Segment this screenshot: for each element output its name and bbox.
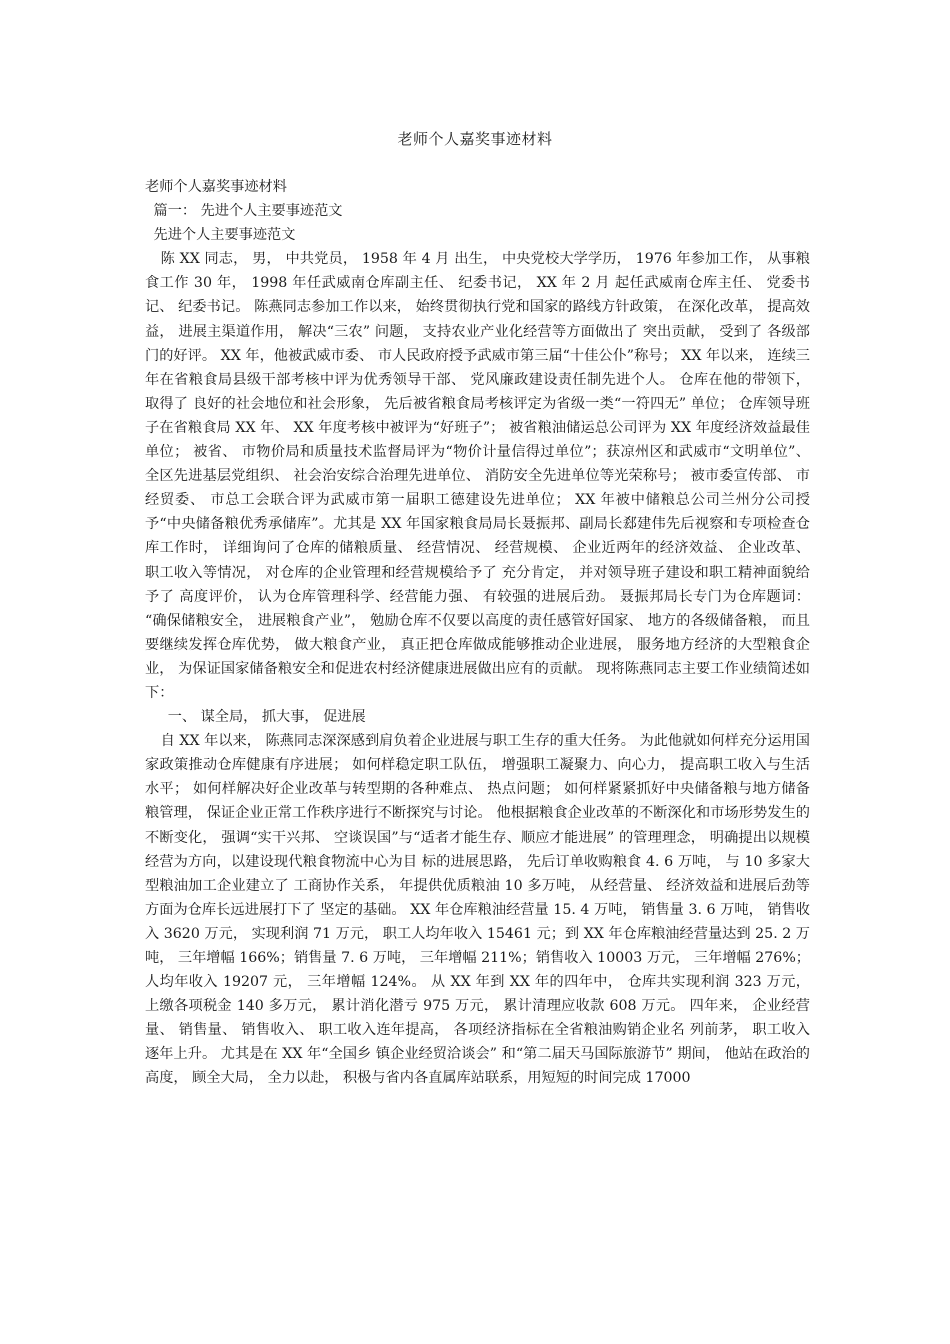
section-heading: 篇一： 先进个人主要事迹范文 — [153, 203, 343, 220]
paragraph-1: 陈 XX 同志， 男， 中共党员， 1958 年 4 月 出生， 中央党校大学学历， 1976 年参加工作， 从事粮食工作 30 年， 1998 年任武威南仓库副主任、 纪委书记， XX 年 2 月 起任武威南仓库主任、 党委书记、 纪委书记。 陈燕同志参加工作以来， 始终贯彻执行党和国家的路线方针政策， 在深化改革， 提高效益， 进展主渠道作用， 解决“三农” 问题， 支持农业产业化经营等方面做出了 突出贡献， 受到了 各级部门的好评。 XX 年，他被武威市委、 市人民政府授予武威市第三届“十佳公仆”称号； XX 年以来， 连续三年在省粮食局县级干部考核中评为优秀领导干部、 党风廉政建设责任制先进个人。 仓库在他的带领下， 取得了 良好的社会地位和社会形象， 先后被省粮食局考核评定为省级一类“一符四无” 单位； 仓库领导班子在省粮食局 XX 年、 XX 年度考核中被评为“好班子”； 被省粮油储运总公司评为 XX 年度经济效益最佳单位； 被省、 市物价局和质量技术监督局评为“物价计量信得过单位”；获凉州区和武威市“文明单位”、 全区先进基层党组织、 社会治安综合治理先进单位、 消防安全先进单位等光荣称号； 被市委宣传部、 市经贸委、 市总工会联合评为武威市第一届职工德建设先进单位； XX 年被中储粮总公司兰州分公司授予“中央储备粮优秀承储库”。尤其是 XX 年国家粮食局局长聂振邦、副局长郄建伟先后视察和专项检查仓库工作时， 详细询问了仓库的储粮质量、 经营情况、 经营规模、 企业近两年的经济效益、 企业改革、 职工收入等情况， 对仓库的企业管理和经营规模给予了 充分肯定， 并对领导班子建设和职工精神面貌给予了 高度评价， 认为仓库管理科学、经营能力强、 有较强的进展后劲。 聂振邦局长专门为仓库题词： “确保储粮安全， 进展粮食产业”， 勉励仓库不仅要以高度的责任感管好国家、 地方的各级储备粮， 而且要继续发挥仓库优势， 做大粮食产业， 真正把仓库做成能够推动企业进展， 服务地方经济的大型粮食企业， 为保证国家储备粮安全和促进农村经济健康进展做出应有的贡献。 现将陈燕同志主要工作业绩简述如下： — [145, 251, 810, 701]
point-heading: 一、 谋全局， 抓大事， 促进展 — [167, 709, 366, 726]
document-body — [145, 175, 810, 1091]
sub-heading: 先进个人主要事迹范文 — [153, 227, 296, 244]
subtitle: 老师个人嘉奖事迹材料 — [145, 179, 287, 195]
paragraph-2: 自 XX 年以来， 陈燕同志深深感到肩负着企业进展与职工生存的重大任务。 为此他就如何样充分运用国家政策推动仓库健康有序进展； 如何样稳定职工队伍， 增强职工凝聚力、向心力， 提高职工收入与生活水平； 如何样解决好企业改革与转型期的各种难点、 热点问题； 如何样紧紧抓好中央储备粮与地方储备粮管理， 保证企业正常工作秩序进行不断探究与讨论。 他根据粮食企业改革的不断深化和市场形势发生的不断变化， 强调“实干兴邦、 空谈误国”与“适者才能生存、顺应才能进展” 的管理理念， 明确提出以规模经营为方向，以建设现代粮食物流中心为目 标的进展思路， 先后订单收购粮食 4. 6 万吨， 与 10 多家大型粮油加工企业建立了 工商协作关系， 年提供优质粮油 10 多万吨， 从经营量、 经济效益和进展后劲等方面为仓库长远进展打下了 坚定的基础。 XX 年仓库粮油经营量 15. 4 万吨， 销售量 3. 6 万吨， 销售收入 3620 万元， 实现利润 71 万元， 职工人均年收入 15461 元；到 XX 年仓库粮油经营量达到 25. 2 万吨， 三年增幅 166%；销售量 7. 6 万吨， 三年增幅 211%；销售收入 10003 万元， 三年增幅 276%； 人均年收入 19207 元， 三年增幅 124%。 从 XX 年到 XX 年的四年中， 仓库共实现利润 323 万元， 上缴各项税金 140 多万元， 累计消化潜亏 975 万元， 累计清理应收款 608 万元。 四年来， 企业经营量、 销售量、 销售收入、 职工收入连年提高， 各项经济指标在全省粮油购销企业名 列前茅， 职工收入逐年上升。 尤其是在 XX 年“全国乡 镇企业经贸洽谈会” 和“第二届天马国际旅游节” 期间， 他站在政治的高度， 顾全大局， 全力以赴， 积极与省内各直属库站联系，用短短的时间完成 17000 — [145, 733, 810, 1087]
document-title: 老师个人嘉奖事迹材料 — [397, 130, 553, 148]
